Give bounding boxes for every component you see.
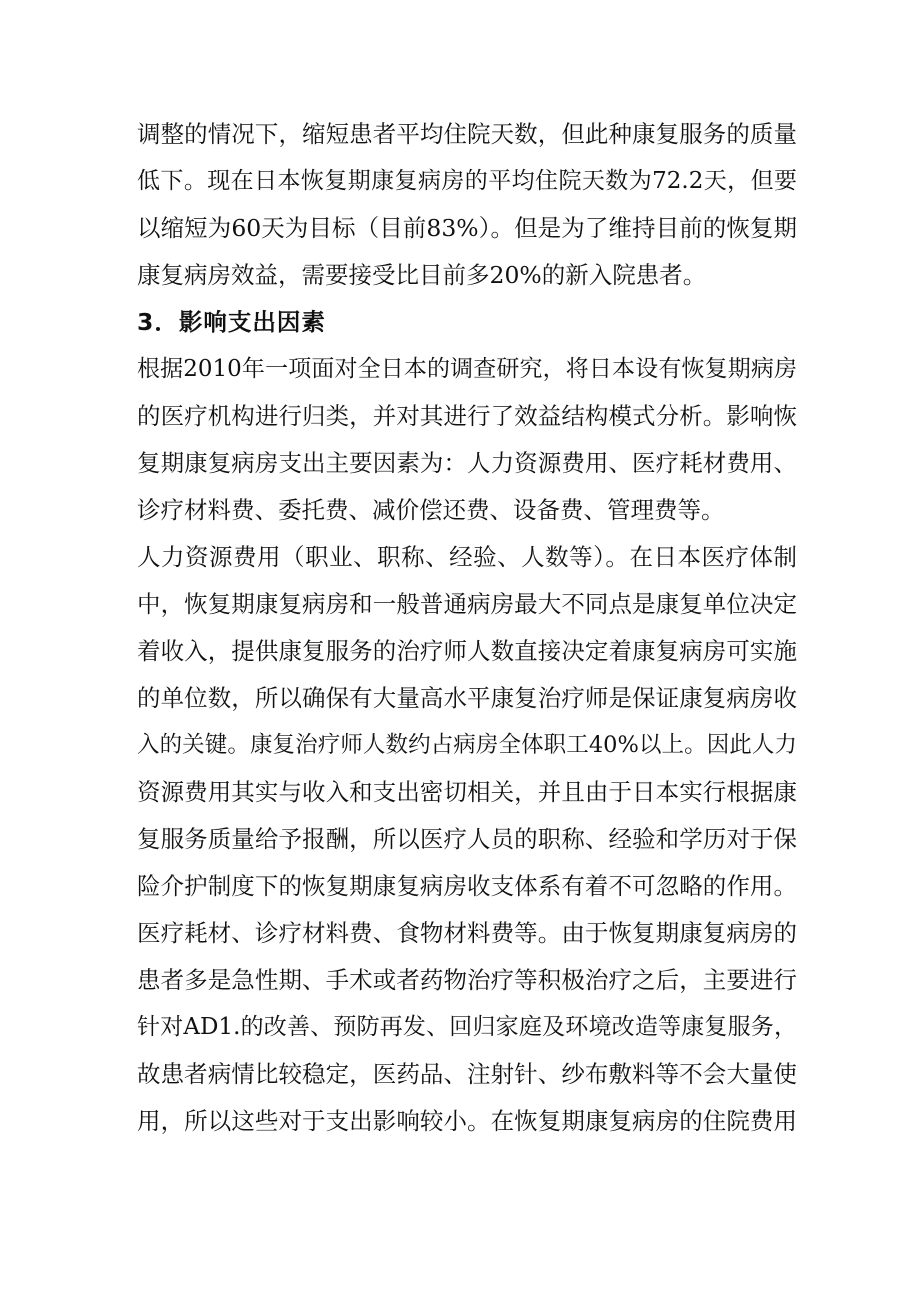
text-line: 针对AD1.的改善、预防再发、回归家庭及环境改造等康复服务， — [137, 1014, 797, 1040]
section-heading: 3．影响支出因素 — [137, 308, 326, 336]
text-line: 的单位数，所以确保有大量高水平康复治疗师是保证康复病房收 — [137, 684, 797, 712]
text-line: 人力资源费用（职业、职称、经验、人数等）。在日本医疗体制 — [137, 543, 797, 571]
text-line: 复期康复病房支出主要因素为：人力资源费用、医疗耗材费用、 — [137, 449, 797, 477]
text-line: 用，所以这些对于支出影响较小。在恢复期康复病房的住院费用 — [137, 1107, 797, 1135]
text-line: 故患者病情比较稳定，医药品、注射针、纱布敷料等不会大量使 — [137, 1060, 797, 1088]
text-line: 医疗耗材、诊疗材料费、食物材料费等。由于恢复期康复病房的 — [137, 919, 797, 947]
text-line: 资源费用其实与收入和支出密切相关，并且由于日本实行根据康 — [137, 778, 797, 806]
text-line: 诊疗材料费、委托费、减价偿还费、设备费、管理费等。 — [137, 496, 725, 524]
text-line: 险介护制度下的恢复期康复病房收支体系有着不可忽略的作用。 — [137, 872, 797, 900]
text-line: 着收入，提供康复服务的治疗师人数直接决定着康复病房可实施 — [137, 637, 797, 665]
text-line: 患者多是急性期、手术或者药物治疗等积极治疗之后，主要进行 — [137, 966, 797, 994]
text-line: 入的关键。康复治疗师人数约占病房全体职工40%以上。因此人力 — [137, 732, 797, 758]
text-line: 调整的情况下，缩短患者平均住院天数，但此种康复服务的质量 — [137, 120, 797, 148]
text-line: 复服务质量给予报酬，所以医疗人员的职称、经验和学历对于保 — [137, 825, 797, 853]
text-line: 康复病房效益，需要接受比目前多20%的新入院患者。 — [137, 261, 707, 289]
text-line: 中，恢复期康复病房和一般普通病房最大不同点是康复单位决定 — [137, 590, 797, 618]
text-line: 根据2010年一项面对全日本的调查研究，将日本设有恢复期病房 — [137, 356, 797, 382]
text-line: 以缩短为60天为目标（目前83%）。但是为了维持目前的恢复期 — [137, 214, 797, 242]
text-line: 的医疗机构进行归类，并对其进行了效益结构模式分析。影响恢 — [137, 402, 797, 430]
text-line: 低下。现在日本恢复期康复病房的平均住院天数为72.2天，但要 — [137, 168, 797, 194]
